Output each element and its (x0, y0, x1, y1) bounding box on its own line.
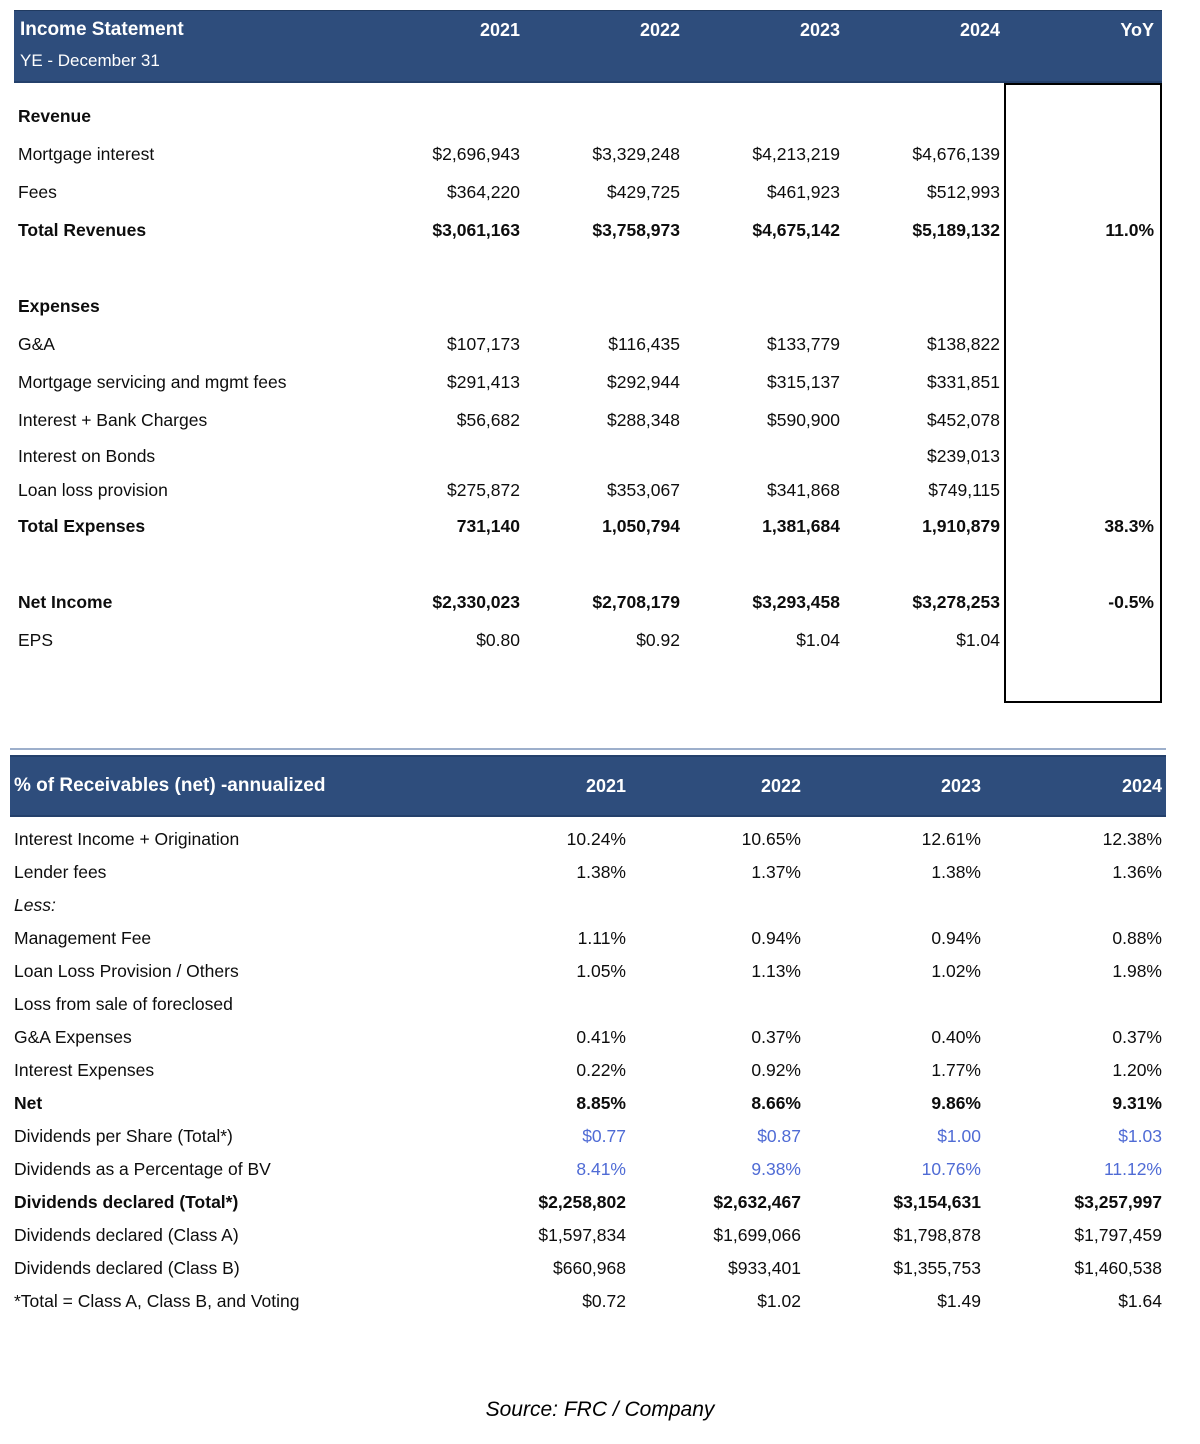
table-row (14, 97, 1162, 135)
cell-2023: 1.38% (931, 862, 981, 882)
cell-2024: $512,993 (927, 181, 1000, 202)
table-row (14, 287, 1162, 325)
table-subtitle: YE - December 31 (20, 51, 160, 70)
row-label: Dividends declared (Total*) (14, 1192, 239, 1212)
cell-2023: $315,137 (767, 371, 840, 392)
cell-2024: $5,189,132 (912, 219, 1000, 240)
table-row (14, 135, 1162, 173)
source-note: Source: FRC / Company (485, 1398, 715, 1421)
cell-2022: 0.92% (751, 1060, 801, 1080)
row-label: Dividends as a Percentage of BV (14, 1159, 271, 1179)
table-row (10, 1021, 1166, 1054)
cell-2022: 9.38% (751, 1159, 801, 1179)
cell-2023: $1.00 (937, 1126, 981, 1146)
cell-2024: $1.03 (1118, 1126, 1162, 1146)
cell-2022: 0.37% (751, 1027, 801, 1047)
cell-2022: 8.66% (751, 1093, 801, 1113)
cell-2024: 0.37% (1112, 1027, 1162, 1047)
column-header-2023: 2023 (799, 20, 840, 40)
table-row (14, 583, 1162, 621)
table-row (10, 1054, 1166, 1087)
cell-2021: 8.41% (576, 1159, 626, 1179)
cell-2022: $1.02 (757, 1291, 801, 1311)
cell-2021: 1.38% (576, 862, 626, 882)
row-label: Management Fee (14, 928, 152, 948)
cell-2023: $1,355,753 (893, 1258, 981, 1278)
receivables-table (10, 748, 1166, 1318)
cell-2024: $1,460,538 (1074, 1258, 1162, 1278)
cell-2022: 1.13% (751, 961, 801, 981)
cell-2023: 9.86% (931, 1093, 981, 1113)
cell-2021: 10.24% (566, 829, 626, 849)
row-label: Loan loss provision (18, 479, 168, 500)
income-statement-body (14, 83, 1162, 659)
table-row (10, 823, 1166, 856)
cell-2024: $331,851 (927, 371, 1000, 392)
column-header-2022: 2022 (760, 775, 801, 796)
cell-yoy: 11.0% (1105, 219, 1154, 240)
cell-2022: $353,067 (607, 479, 680, 500)
row-label: Interest Expenses (14, 1060, 155, 1080)
table-row (10, 1153, 1166, 1186)
row-label: Loss from sale of foreclosed (14, 994, 233, 1014)
row-spacer (14, 249, 1162, 287)
row-label: Fees (18, 181, 57, 202)
cell-2024: $239,013 (927, 445, 1000, 466)
cell-2024: 1.36% (1112, 862, 1162, 882)
cell-2021: $2,258,802 (538, 1192, 626, 1212)
cell-2024: $1.64 (1118, 1291, 1162, 1311)
income-statement-header (14, 10, 1162, 83)
cell-2024: $1.04 (956, 629, 1000, 650)
cell-2024: $4,676,139 (912, 143, 1000, 164)
cell-yoy: -0.5% (1108, 591, 1154, 612)
cell-2021: 1.11% (577, 928, 626, 948)
receivables-body (10, 817, 1166, 1318)
cell-2023: $1.49 (937, 1291, 981, 1311)
cell-2022: $933,401 (728, 1258, 801, 1278)
table-row (10, 988, 1166, 1021)
row-label: G&A (18, 333, 55, 354)
cell-2023: $590,900 (767, 409, 840, 430)
cell-2024: $749,115 (928, 479, 1000, 500)
cell-2023: $4,675,142 (752, 219, 840, 240)
cell-2021: $3,061,163 (432, 219, 520, 240)
cell-2022: 1.37% (751, 862, 801, 882)
row-label: Dividends declared (Class A) (14, 1225, 239, 1245)
row-label: EPS (18, 629, 54, 650)
cell-2024: $1,797,459 (1074, 1225, 1162, 1245)
cell-2024: 0.88% (1112, 928, 1162, 948)
cell-2023: 1.77% (931, 1060, 981, 1080)
cell-2023: $1.04 (796, 629, 840, 650)
cell-2023: 12.61% (921, 829, 981, 849)
row-label: Interest Income + Origination (14, 829, 240, 849)
cell-2024: 11.12% (1103, 1159, 1162, 1179)
cell-2022: $0.87 (757, 1126, 801, 1146)
column-header-2022: 2022 (639, 20, 680, 40)
row-label: Interest on Bonds (18, 445, 156, 466)
row-label: Dividends declared (Class B) (14, 1258, 240, 1278)
cell-2023: 10.76% (921, 1159, 981, 1179)
cell-yoy: 38.3% (1104, 515, 1154, 536)
row-label: G&A Expenses (14, 1027, 132, 1047)
row-label: Dividends per Share (Total*) (14, 1126, 233, 1146)
cell-2021: $56,682 (456, 409, 520, 430)
table-row (14, 363, 1162, 401)
cell-2024: $138,822 (927, 333, 1000, 354)
table-row (14, 401, 1162, 439)
row-label: *Total = Class A, Class B, and Voting (14, 1291, 300, 1311)
cell-2021: $0.72 (582, 1291, 626, 1311)
row-label: Expenses (18, 295, 100, 316)
cell-2023: 1.02% (931, 961, 981, 981)
column-header-2021: 2021 (479, 20, 520, 40)
table-row (10, 1219, 1166, 1252)
row-label: Revenue (18, 105, 91, 126)
table-row (10, 1087, 1166, 1120)
cell-2024: $3,278,253 (912, 591, 1000, 612)
table-row (10, 1120, 1166, 1153)
cell-2021: $364,220 (447, 181, 520, 202)
table-row (10, 1285, 1166, 1318)
cell-2021: $1,597,834 (538, 1225, 626, 1245)
cell-2024: $452,078 (927, 409, 1000, 430)
column-header-yoy: YoY (1120, 20, 1154, 40)
income-statement-title-block (14, 11, 364, 81)
cell-2024: 9.31% (1112, 1093, 1162, 1113)
table-row (14, 173, 1162, 211)
column-header-2024: 2024 (959, 20, 1000, 40)
cell-2021: $2,696,943 (432, 143, 520, 164)
row-label: Mortgage servicing and mgmt fees (18, 371, 287, 392)
row-label: Lender fees (14, 862, 107, 882)
row-label: Net Income (18, 591, 113, 612)
cell-2021: $275,872 (447, 479, 520, 500)
cell-2023: $1,798,878 (893, 1225, 981, 1245)
cell-2022: $3,758,973 (592, 219, 680, 240)
cell-2021: 0.22% (576, 1060, 626, 1080)
table-row (14, 621, 1162, 659)
cell-2022: 10.65% (741, 829, 801, 849)
cell-2022: $1,699,066 (713, 1225, 801, 1245)
cell-2022: $288,348 (607, 409, 680, 430)
divider-line (10, 748, 1166, 750)
cell-2024: 1,910,879 (922, 515, 1000, 536)
row-spacer (14, 545, 1162, 583)
table-row (10, 1186, 1166, 1219)
row-label: Total Expenses (18, 515, 146, 536)
table-row (10, 856, 1166, 889)
cell-2021: $107,173 (447, 333, 520, 354)
cell-2021: 1.05% (576, 961, 626, 981)
table-row (10, 1252, 1166, 1285)
cell-2021: $660,968 (553, 1258, 626, 1278)
cell-2023: $3,293,458 (752, 591, 840, 612)
table-row (14, 211, 1162, 249)
cell-2022: $292,944 (607, 371, 680, 392)
table-row (10, 922, 1166, 955)
cell-2023: $3,154,631 (893, 1192, 981, 1212)
cell-2024: 12.38% (1102, 829, 1162, 849)
cell-2024: 1.20% (1112, 1060, 1162, 1080)
cell-2023: 0.94% (931, 928, 981, 948)
cell-2023: 0.40% (931, 1027, 981, 1047)
cell-2021: $2,330,023 (432, 591, 520, 612)
cell-2023: $4,213,219 (752, 143, 840, 164)
row-label: Loan Loss Provision / Others (14, 961, 239, 981)
table-row (10, 889, 1166, 922)
cell-2022: $2,632,467 (713, 1192, 801, 1212)
table-row (14, 507, 1162, 545)
cell-2023: $133,779 (767, 333, 840, 354)
cell-2022: $3,329,248 (592, 143, 680, 164)
table-row (14, 325, 1162, 363)
cell-2022: $116,435 (608, 333, 680, 354)
income-statement-table (14, 10, 1162, 659)
cell-2023: 1,381,684 (762, 515, 840, 536)
cell-2021: $291,413 (447, 371, 520, 392)
cell-2023: $341,868 (767, 479, 840, 500)
cell-2021: 0.41% (576, 1027, 626, 1047)
column-header-2024: 2024 (1121, 775, 1162, 796)
row-label: Interest + Bank Charges (18, 409, 208, 430)
cell-2022: 0.94% (751, 928, 801, 948)
cell-2021: $0.77 (582, 1126, 626, 1146)
row-label: Less: (14, 895, 56, 915)
column-header-2023: 2023 (940, 775, 981, 796)
cell-2023: $461,923 (767, 181, 840, 202)
table-title: % of Receivables (net) -annualized (14, 775, 326, 796)
cell-2021: $0.80 (476, 629, 520, 650)
table-row (14, 439, 1162, 473)
cell-2022: 1,050,794 (602, 515, 680, 536)
table-row (10, 955, 1166, 988)
table-title: Income Statement (20, 19, 184, 40)
cell-2024: 1.98% (1112, 961, 1162, 981)
cell-2021: 731,140 (456, 515, 520, 536)
cell-2022: $0.92 (636, 629, 680, 650)
row-label: Mortgage interest (18, 143, 155, 164)
column-header-2021: 2021 (585, 775, 626, 796)
cell-2022: $429,725 (607, 181, 680, 202)
table-row (14, 473, 1162, 507)
cell-2021: 8.85% (576, 1093, 626, 1113)
cell-2024: $3,257,997 (1074, 1192, 1162, 1212)
row-label: Total Revenues (18, 219, 147, 240)
cell-2022: $2,708,179 (592, 591, 680, 612)
row-label: Net (14, 1093, 43, 1113)
receivables-header (10, 755, 1166, 817)
